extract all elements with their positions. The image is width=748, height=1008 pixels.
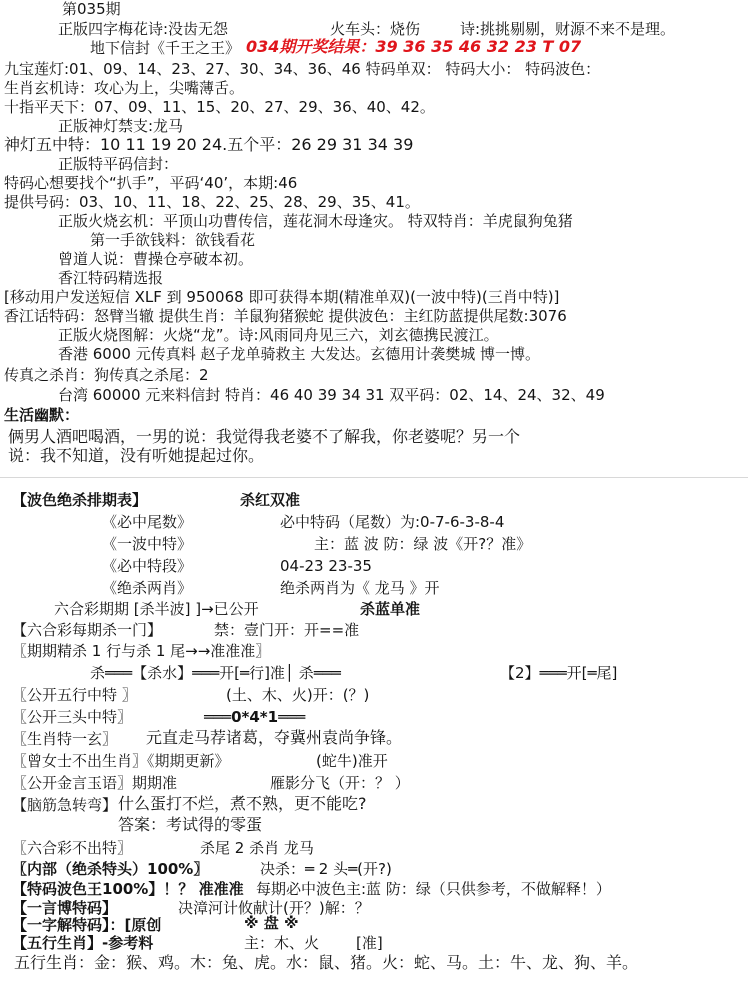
golden-words-value: 雁影分飞（开：？ ） [270, 774, 410, 792]
brain-teaser-label: 【脑筋急转弯】 [12, 796, 118, 814]
inner-kill-label: 〖内部（绝杀特头）100%〗 [12, 860, 209, 878]
kill-tail-row: 【2】═══开[═尾] [500, 664, 618, 682]
one-word-bet-value: 决漳河计攸献计(开？)解：？ [178, 899, 370, 917]
ms-zeng-label: 〖曾女士不出生肖〗《期期更新》 [12, 752, 230, 770]
three-heads-label: 〖公开三头中特〗 [12, 708, 133, 726]
zodiac-poem: 生肖玄机诗：攻心为上，尖嘴薄舌。 [4, 79, 245, 97]
first-hand-material: 第一手欲钱料：欲钱看花 [90, 231, 256, 249]
one-wave-label: 《一波中特》 [102, 535, 193, 553]
must-tail-value: 必中特码（尾数）为:0-7-6-3-8-4 [280, 513, 505, 531]
humor-line-2: 说：我不知道，没有听她提起过你。 [8, 446, 265, 465]
fax-kill: 传真之杀肖：狗传真之杀尾：2 [4, 366, 209, 384]
issue-number: 第035期 [62, 0, 121, 18]
five-elements-value: (土、木、火)开：(？) [226, 686, 370, 704]
inner-kill-value: 决杀：═ 2 头═(开?) [260, 860, 392, 878]
section-divider [0, 477, 748, 478]
provided-numbers: 提供号码：03、10、11、18、22、25、28、29、35、41。 [4, 193, 420, 211]
one-word-bet-label: 【一言博特码】 [12, 899, 118, 917]
fire-mystery: 正版火烧玄机：平顶山功曹传信，莲花洞木母逢灾。 特双特肖：羊虎鼠狗兔猪 [58, 212, 573, 230]
wave-king-label: 【特码波色王100%】！？ 准准准 [12, 880, 244, 898]
wave-king-value: 每期必中波色主:蓝 防：绿（只供参考，不做解释！） [256, 880, 611, 898]
flat-code-envelope: 正版特平码信封： [58, 155, 179, 173]
hongkong-talk: 香江话特码：怒臂当辙 提供生肖：羊鼠狗猪猴蛇 提供波色：主红防蓝提供尾数:3076 [4, 307, 567, 325]
zodiac-mystery-value: 元直走马荐诸葛，夺冀州袁尚争锋。 [146, 728, 403, 747]
ms-zeng-value: (蛇牛)准开 [316, 752, 388, 770]
five-elements-zodiac-accurate: [准] [356, 934, 383, 952]
no-special-value: 杀尾 2 杀肖 龙马 [200, 839, 314, 857]
kill-one-door-value: 禁：壹门开：开==准 [214, 621, 360, 639]
lamp-ban: 正版神灯禁支:龙马 [58, 117, 184, 135]
kill-one-door-label: 【六合彩每期杀一门】 [12, 621, 163, 639]
five-elements-label: 〖公开五行中特 〗 [12, 686, 137, 704]
five-elements-zodiac-list: 五行生肖：金：猴、鸡。木：兔、虎。水：鼠、猪。火：蛇、马。土：牛、龙、狗、羊。 [14, 953, 639, 972]
taiwan-envelope: 台湾 60000 元来料信封 特肖：46 40 39 34 31 双平码：02、14、24、32、49 [58, 386, 605, 404]
kill-water-row: 杀═══【杀水】═══开[═行]准│ 杀═══ [90, 664, 341, 682]
plum-poem: 正版四字梅花诗:没齿无怨 [58, 20, 229, 38]
must-tail-label: 《必中尾数》 [102, 513, 193, 531]
sms-notice: [移动用户发送短信 XLF 到 950068 即可获得本期(精准单双)(一波中特)(三肖中特)] [4, 288, 560, 306]
hongkong-special-title: 香江特码精选报 [58, 269, 164, 287]
fire-diagram: 正版火烧图解：火烧“龙”。诗:风雨同舟见三六，刘玄德携民渡江。 [58, 326, 499, 344]
must-section-label: 《必中特段》 [102, 557, 193, 575]
lamp-five: 神灯五中特：10 11 19 20 24.五个平：26 29 31 34 39 [4, 135, 414, 154]
wave-kill-table-title: 【波色绝杀排期表】 [12, 491, 148, 509]
brain-teaser-question: 什么蛋打不烂，煮不熟，更不能吃? [118, 794, 367, 813]
one-char-value: ※ 盘 ※ [244, 914, 299, 932]
draw-result: 034期开奖结果：39 36 35 46 32 23 T 07 [246, 37, 582, 56]
one-char-label: 【一字解特码】：[原创 [12, 916, 162, 934]
no-special-label: 〖六合彩不出特〗 [12, 839, 133, 857]
zeng-says: 曾道人说：曹操仓亭破本初。 [58, 250, 254, 268]
three-heads-value: ═══0*4*1═══ [204, 708, 306, 726]
golden-words-label: 〖公开金言玉语〗期期准 [12, 774, 178, 792]
poem-line: 诗:挑挑剔剔，财源不来不是理。 [460, 20, 676, 38]
hk-fax-material: 香港 6000 元传真料 赵子龙单骑救主 大发达。玄德用计袭樊城 博一博。 [58, 345, 541, 363]
five-elements-zodiac-main: 主：木、火 [244, 934, 320, 952]
ten-fingers: 十指平天下：07、09、11、15、20、27、29、36、40、42。 [4, 98, 435, 116]
kill-blue-odd: 杀蓝单准 [360, 600, 421, 618]
must-section-value: 04-23 23-35 [280, 557, 372, 575]
special-code-note: 特码心想要找个“扒手”，平码‘40’，本期:46 [4, 174, 298, 192]
kill-red-even: 杀红双准 [240, 491, 301, 509]
train-head: 火车头：烧伤 [330, 20, 421, 38]
half-wave-label: 六合彩期期 [杀半波] ]→已公开 [54, 600, 259, 618]
kill-two-label: 《绝杀两肖》 [102, 579, 193, 597]
humor-title: 生活幽默： [4, 406, 80, 424]
five-elements-zodiac-label: 【五行生肖】-参考料 [12, 934, 154, 952]
brain-teaser-answer: 答案：考试得的零蛋 [118, 815, 263, 834]
humor-line-1: 俩男人酒吧喝酒，一男的说：我觉得我老婆不了解我，你老婆呢？另一个 [8, 427, 521, 446]
underground-envelope: 地下信封《千王之王》 [90, 39, 241, 57]
kill-two-value: 绝杀两肖为《 龙马 》开 [280, 579, 440, 597]
one-wave-value: 主：蓝 波 防：绿 波《开?？准》 [314, 535, 532, 553]
kill-row-tail-title: 〖期期精杀 1 行与杀 1 尾→→准准准〗 [12, 642, 271, 660]
lotus-lamp-numbers: 九宝莲灯:01、09、14、23、27、30、34、36、46 特码单双： 特码大小： 特码波色： [4, 60, 601, 78]
zodiac-mystery-label: 〖生肖特一玄〗 [12, 730, 118, 748]
